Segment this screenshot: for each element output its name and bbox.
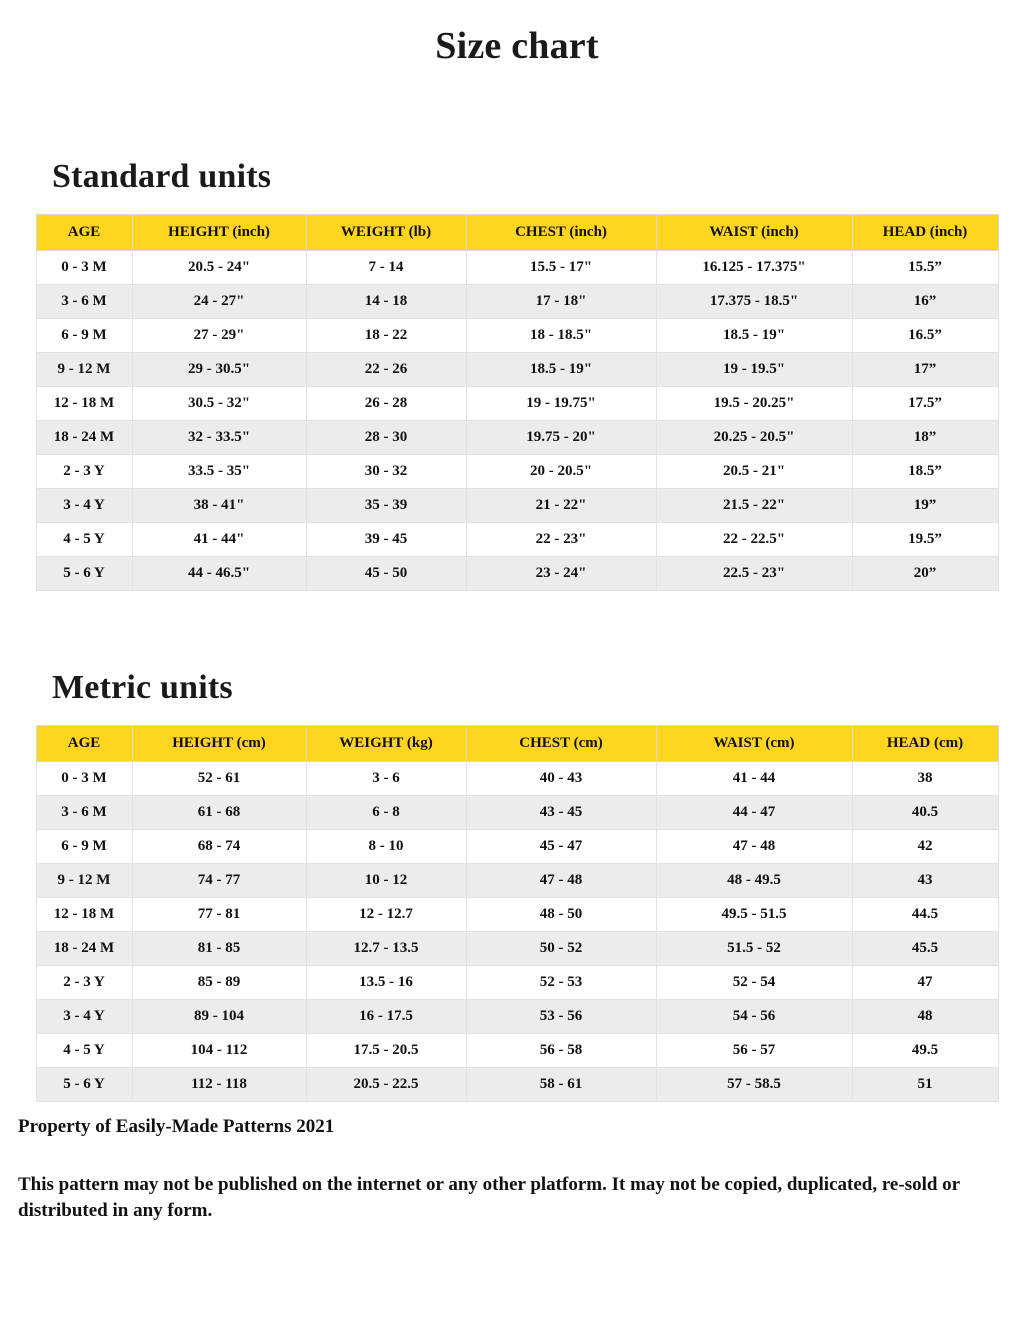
cell-weight: 26 - 28 (306, 387, 466, 421)
cell-age: 3 - 4 Y (36, 1000, 132, 1034)
cell-height: 77 - 81 (132, 898, 306, 932)
cell-head: 48 (852, 1000, 998, 1034)
cell-height: 81 - 85 (132, 932, 306, 966)
cell-weight: 18 - 22 (306, 319, 466, 353)
cell-age: 3 - 6 M (36, 796, 132, 830)
table-row (36, 285, 998, 319)
column-header-waist: WAIST (cm) (656, 726, 852, 762)
table-row (36, 489, 998, 523)
table-row (36, 523, 998, 557)
cell-head: 47 (852, 966, 998, 1000)
cell-age: 18 - 24 M (36, 932, 132, 966)
column-header-age: AGE (36, 215, 132, 251)
table-body (36, 762, 998, 1102)
cell-waist: 41 - 44 (656, 762, 852, 796)
cell-waist: 20.25 - 20.5" (656, 421, 852, 455)
property-notice: Property of Easily-Made Patterns 2021 (18, 1116, 335, 1137)
cell-age: 6 - 9 M (36, 830, 132, 864)
cell-chest: 53 - 56 (466, 1000, 656, 1034)
cell-chest: 40 - 43 (466, 762, 656, 796)
cell-waist: 57 - 58.5 (656, 1068, 852, 1102)
cell-age: 9 - 12 M (36, 864, 132, 898)
cell-chest: 19 - 19.75" (466, 387, 656, 421)
cell-height: 74 - 77 (132, 864, 306, 898)
footer (18, 1116, 998, 1223)
cell-height: 20.5 - 24" (132, 251, 306, 285)
table-row (36, 1068, 998, 1102)
table-row (36, 353, 998, 387)
column-header-height: HEIGHT (cm) (132, 726, 306, 762)
table-row (36, 387, 998, 421)
cell-height: 52 - 61 (132, 762, 306, 796)
cell-waist: 52 - 54 (656, 966, 852, 1000)
cell-height: 27 - 29" (132, 319, 306, 353)
cell-waist: 51.5 - 52 (656, 932, 852, 966)
cell-weight: 12.7 - 13.5 (306, 932, 466, 966)
standard-units-section (0, 158, 1034, 591)
cell-chest: 18 - 18.5" (466, 319, 656, 353)
cell-waist: 54 - 56 (656, 1000, 852, 1034)
column-header-head: HEAD (inch) (852, 215, 998, 251)
cell-chest: 22 - 23" (466, 523, 656, 557)
cell-waist: 19.5 - 20.25" (656, 387, 852, 421)
column-header-chest: CHEST (inch) (466, 215, 656, 251)
column-header-age: AGE (36, 726, 132, 762)
cell-head: 20” (852, 557, 998, 591)
cell-age: 0 - 3 M (36, 762, 132, 796)
cell-waist: 19 - 19.5" (656, 353, 852, 387)
cell-head: 40.5 (852, 796, 998, 830)
cell-weight: 35 - 39 (306, 489, 466, 523)
column-header-waist: WAIST (inch) (656, 215, 852, 251)
cell-weight: 39 - 45 (306, 523, 466, 557)
table-row (36, 762, 998, 796)
cell-waist: 22 - 22.5" (656, 523, 852, 557)
table-row (36, 319, 998, 353)
cell-head: 19.5” (852, 523, 998, 557)
cell-chest: 52 - 53 (466, 966, 656, 1000)
cell-waist: 18.5 - 19" (656, 319, 852, 353)
table-row (36, 421, 998, 455)
cell-age: 12 - 18 M (36, 898, 132, 932)
table-header (36, 215, 998, 251)
cell-chest: 45 - 47 (466, 830, 656, 864)
cell-weight: 22 - 26 (306, 353, 466, 387)
cell-waist: 20.5 - 21" (656, 455, 852, 489)
metric-units-heading: Metric units (52, 669, 233, 706)
cell-waist: 56 - 57 (656, 1034, 852, 1068)
cell-age: 4 - 5 Y (36, 523, 132, 557)
cell-head: 18” (852, 421, 998, 455)
table-row (36, 898, 998, 932)
cell-weight: 45 - 50 (306, 557, 466, 591)
cell-age: 12 - 18 M (36, 387, 132, 421)
cell-chest: 17 - 18" (466, 285, 656, 319)
cell-height: 68 - 74 (132, 830, 306, 864)
cell-height: 24 - 27" (132, 285, 306, 319)
page-title: Size chart (435, 25, 599, 67)
cell-height: 61 - 68 (132, 796, 306, 830)
cell-weight: 13.5 - 16 (306, 966, 466, 1000)
cell-chest: 15.5 - 17" (466, 251, 656, 285)
cell-head: 51 (852, 1068, 998, 1102)
cell-weight: 7 - 14 (306, 251, 466, 285)
table-row (36, 1000, 998, 1034)
cell-head: 38 (852, 762, 998, 796)
cell-height: 33.5 - 35" (132, 455, 306, 489)
cell-height: 44 - 46.5" (132, 557, 306, 591)
cell-height: 29 - 30.5" (132, 353, 306, 387)
cell-height: 30.5 - 32" (132, 387, 306, 421)
cell-waist: 48 - 49.5 (656, 864, 852, 898)
cell-head: 15.5” (852, 251, 998, 285)
cell-head: 42 (852, 830, 998, 864)
column-header-weight: WEIGHT (lb) (306, 215, 466, 251)
cell-age: 3 - 4 Y (36, 489, 132, 523)
cell-age: 5 - 6 Y (36, 1068, 132, 1102)
table-row (36, 251, 998, 285)
cell-chest: 20 - 20.5" (466, 455, 656, 489)
column-header-height: HEIGHT (inch) (132, 215, 306, 251)
cell-height: 89 - 104 (132, 1000, 306, 1034)
cell-age: 5 - 6 Y (36, 557, 132, 591)
document-page (0, 24, 1034, 1331)
metric-units-section (0, 669, 1034, 1102)
cell-waist: 22.5 - 23" (656, 557, 852, 591)
cell-waist: 16.125 - 17.375" (656, 251, 852, 285)
cell-age: 4 - 5 Y (36, 1034, 132, 1068)
cell-height: 38 - 41" (132, 489, 306, 523)
cell-chest: 19.75 - 20" (466, 421, 656, 455)
column-header-chest: CHEST (cm) (466, 726, 656, 762)
cell-weight: 30 - 32 (306, 455, 466, 489)
cell-head: 17” (852, 353, 998, 387)
table-row (36, 966, 998, 1000)
cell-height: 85 - 89 (132, 966, 306, 1000)
column-header-head: HEAD (cm) (852, 726, 998, 762)
cell-chest: 48 - 50 (466, 898, 656, 932)
cell-chest: 56 - 58 (466, 1034, 656, 1068)
table-row (36, 796, 998, 830)
cell-chest: 50 - 52 (466, 932, 656, 966)
table-row (36, 455, 998, 489)
cell-age: 18 - 24 M (36, 421, 132, 455)
table-row (36, 932, 998, 966)
cell-weight: 20.5 - 22.5 (306, 1068, 466, 1102)
cell-weight: 16 - 17.5 (306, 1000, 466, 1034)
cell-weight: 12 - 12.7 (306, 898, 466, 932)
table-header-row (36, 726, 998, 762)
table-header (36, 726, 998, 762)
metric-units-table (36, 725, 999, 1102)
cell-head: 18.5” (852, 455, 998, 489)
cell-waist: 47 - 48 (656, 830, 852, 864)
cell-age: 9 - 12 M (36, 353, 132, 387)
cell-height: 104 - 112 (132, 1034, 306, 1068)
table-row (36, 1034, 998, 1068)
cell-chest: 21 - 22" (466, 489, 656, 523)
column-header-weight: WEIGHT (kg) (306, 726, 466, 762)
legal-notice: This pattern may not be published on the internet or any other platform. It may not be copied, duplicated, re-sold or distributed in any form. (18, 1174, 960, 1221)
cell-weight: 8 - 10 (306, 830, 466, 864)
cell-height: 41 - 44" (132, 523, 306, 557)
cell-age: 6 - 9 M (36, 319, 132, 353)
cell-chest: 18.5 - 19" (466, 353, 656, 387)
cell-head: 16” (852, 285, 998, 319)
cell-age: 0 - 3 M (36, 251, 132, 285)
cell-age: 2 - 3 Y (36, 455, 132, 489)
cell-head: 19” (852, 489, 998, 523)
cell-weight: 6 - 8 (306, 796, 466, 830)
cell-weight: 10 - 12 (306, 864, 466, 898)
cell-waist: 49.5 - 51.5 (656, 898, 852, 932)
standard-units-table (36, 214, 999, 591)
table-body (36, 251, 998, 591)
table-header-row (36, 215, 998, 251)
cell-head: 45.5 (852, 932, 998, 966)
cell-chest: 23 - 24" (466, 557, 656, 591)
cell-head: 17.5” (852, 387, 998, 421)
cell-height: 112 - 118 (132, 1068, 306, 1102)
cell-head: 49.5 (852, 1034, 998, 1068)
cell-weight: 17.5 - 20.5 (306, 1034, 466, 1068)
cell-waist: 44 - 47 (656, 796, 852, 830)
cell-waist: 21.5 - 22" (656, 489, 852, 523)
table-row (36, 864, 998, 898)
cell-chest: 58 - 61 (466, 1068, 656, 1102)
cell-chest: 43 - 45 (466, 796, 656, 830)
table-row (36, 557, 998, 591)
cell-waist: 17.375 - 18.5" (656, 285, 852, 319)
cell-weight: 14 - 18 (306, 285, 466, 319)
cell-head: 16.5” (852, 319, 998, 353)
cell-weight: 28 - 30 (306, 421, 466, 455)
cell-height: 32 - 33.5" (132, 421, 306, 455)
cell-age: 2 - 3 Y (36, 966, 132, 1000)
cell-weight: 3 - 6 (306, 762, 466, 796)
cell-chest: 47 - 48 (466, 864, 656, 898)
cell-age: 3 - 6 M (36, 285, 132, 319)
cell-head: 43 (852, 864, 998, 898)
cell-head: 44.5 (852, 898, 998, 932)
standard-units-heading: Standard units (52, 158, 272, 195)
table-row (36, 830, 998, 864)
